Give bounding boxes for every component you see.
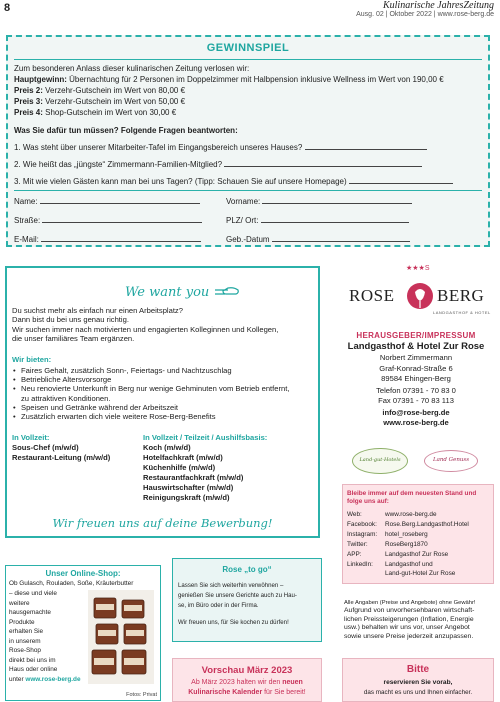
gewinnspiel-intro: Zum besonderen Anlass dieser kulinarischen Zeitung verlosen wir: — [14, 64, 250, 73]
togo-text: Lassen Sie sich weiterhin verwöhnen – genießen Sie unsere Gerichte auch zu Hau- se, im Büro oder in der Firma. Wir freuen uns, für Sie kochen zu dürfen! — [178, 582, 297, 626]
social-row: Facebook: Rose.Berg.Landgasthof.Hotel — [347, 521, 469, 528]
imprint-company: Landgasthof & Hotel Zur Rose — [347, 340, 485, 352]
job-position: Koch (m/w/d) — [143, 443, 191, 452]
rose-emblem-icon — [406, 282, 434, 312]
divider — [14, 59, 482, 60]
social-heading: Bleibe immer auf dem neuesten Stand und folge uns auf: — [347, 490, 477, 505]
shop-heading: Unser Online-Shop: — [45, 569, 121, 578]
vorschau-heading: Vorschau März 2023 — [201, 665, 293, 676]
land-genuss-badge: Land Genuss — [424, 450, 478, 472]
job-ad-box — [5, 266, 320, 538]
list-item: • Speisen und Getränke während der Arbeitszeit — [12, 403, 292, 412]
fulltime-heading: In Vollzeit: — [12, 433, 50, 442]
divider — [14, 190, 482, 191]
imprint-email: info@rose-berg.de — [382, 408, 450, 417]
social-row: LinkedIn: Landgasthof und — [347, 561, 433, 568]
question-3: 3. Mit wie vielen Gästen kann man bei uns Tagen? (Tipp: Schauen Sie auf unsere Homepage) — [14, 175, 453, 188]
social-row: Instagram: hotel_roseberg — [347, 531, 428, 538]
form-email[interactable]: E-Mail: — [14, 233, 201, 246]
vorschau-box: Vorschau März 2023 Ab März 2023 halten wir den neuen Kulinarische Kalender für Sie bereit! — [172, 658, 322, 702]
offer-heading: Wir bieten: — [12, 355, 52, 364]
shop-text: – diese und viele weitere hausgemachte Produkte erhalten Sie in unserem Rose-Shop direkt bei uns im Haus oder online unter www.rose-berg.de — [9, 590, 81, 683]
prize-2: Preis 2: Verzehr-Gutschein im Wert von 80,00 € — [14, 86, 186, 95]
issue-line: Ausg. 02 | Oktober 2022 | www.rose-berg.de — [356, 11, 494, 18]
job-position: Reinigungskraft (m/w/d) — [143, 493, 230, 502]
question-heading: Was Sie dafür tun müssen? Folgende Fragen beantworten: — [14, 126, 238, 135]
job-position: Restaurant-Leitung (m/w/d) — [12, 453, 111, 462]
price-disclaimer: Alle Angaben (Preise und Angebote) ohne Gewähr! Aufgrund von unvorhersehbaren wirtschaft- lichen Preissteigerungen (Inflation, Energie usw.) behalten wir uns vor, unser Angebot sowie unsere Preise jederzeit anzupassen. — [344, 600, 476, 640]
page-number: 8 — [4, 2, 11, 14]
pointing-hand-icon — [214, 285, 240, 299]
online-shop-box: Unser Online-Shop: Ob Gulasch, Rouladen, Soße, Kräuterbutter – diese und viele weitere hausgemachte Produkte erhalten Sie in unserem Rose-Shop direkt bei uns im Haus oder online unter www.rose-berg.de Fotos: Privat — [5, 565, 161, 701]
list-item: • Faires Gehalt, zusätzlich Sonn-, Feiertags- und Nachtzuschlag — [12, 366, 292, 375]
prize-4: Preis 4: Shop-Gutschein im Wert von 30,00 € — [14, 108, 177, 117]
job-position: Küchenhilfe (m/w/d) — [143, 463, 216, 472]
social-row: APP: Landgasthof Zur Rose — [347, 551, 449, 558]
gewinnspiel-box — [6, 35, 490, 247]
hotel-stars: ★★★S — [406, 265, 430, 272]
form-geburtsdatum[interactable]: Geb.-Datum — [226, 233, 410, 246]
question-2: 2. Wie heißt das „jüngste“ Zimmermann-Familien-Mitglied? — [14, 158, 422, 171]
prize-1: Hauptgewinn: Übernachtung für 2 Personen im Doppelzimmer mit Halbpension inklusive Wellness im Wert von 190,00 € — [14, 75, 444, 84]
form-plz-ort[interactable]: PLZ/ Ort: — [226, 214, 409, 227]
newspaper-title: Kulinarische JahresZeitung — [382, 0, 494, 11]
imprint-heading: HERAUSGEBER/IMPRESSUM — [356, 331, 476, 340]
product-jars-photo — [88, 590, 154, 684]
job-intro: Du suchst mehr als einfach nur einen Arbeitsplatz? Dann bist du bei uns genau richtig. Wir suchen immer nach motivierten und engagierten Kolleginnen und Kollegen, die unser familiäres Team ergänzen. — [12, 306, 279, 344]
prize-3: Preis 3: Verzehr-Gutschein im Wert von 50,00 € — [14, 97, 186, 106]
offer-list — [12, 366, 292, 421]
togo-heading: Rose „to go“ — [222, 565, 272, 574]
photo-credit: Fotos: Privat — [126, 692, 157, 698]
form-strasse[interactable]: Straße: — [14, 214, 202, 227]
question-1: 1. Was steht über unserer Mitarbeiter-Tafel im Eingangsbereich unseres Hauses? — [14, 141, 427, 154]
parttime-heading: In Vollzeit / Teilzeit / Aushilfsbasis: — [143, 433, 268, 442]
rose-to-go-box — [172, 558, 322, 642]
job-heading: We want you — [125, 285, 210, 300]
job-position: Restaurantfachkraft (m/w/d) — [143, 473, 244, 482]
social-row: Web: www.rose-berg.de — [347, 511, 437, 518]
job-position: Sous-Chef (m/w/d) — [12, 443, 79, 452]
list-item: • Betriebliche Altersvorsorge — [12, 375, 292, 384]
form-name[interactable]: Name: — [14, 195, 200, 208]
list-item: • Zusätzlich erwarten dich viele weitere Rose-Berg-Benefits — [12, 412, 292, 421]
bitte-heading: Bitte — [406, 664, 430, 675]
gewinnspiel-title: GEWINNSPIEL — [206, 42, 290, 54]
social-media-box — [342, 484, 494, 584]
social-row: Twitter: RoseBerg1870 — [347, 541, 428, 548]
job-position: Hauswirtschafter (m/w/d) — [143, 483, 234, 492]
shop-link[interactable]: www.rose-berg.de — [25, 675, 81, 683]
list-item: • Neu renovierte Unterkunft in Berg nur wenige Gehminuten vom Betrieb entfernt, zu attraktiven Konditionen. — [12, 384, 292, 402]
bitte-box: Bitte reservieren Sie vorab, das macht es uns und Ihnen einfacher. — [342, 658, 494, 702]
job-closing: Wir freuen uns auf deine Bewerbung! — [52, 516, 273, 530]
land-gut-hotels-badge: Land-gut-Hotels — [352, 448, 408, 474]
social-row: Land-gut-Hotel Zur Rose — [385, 570, 456, 577]
form-vorname[interactable]: Vorname: — [226, 195, 412, 208]
imprint: HERAUSGEBER/IMPRESSUM Landgasthof & Hotel Zur Rose Norbert Zimmermann Graf-Konrad-Straße 6 89584 Ehingen-Berg Telefon 07391 - 70 83 0 Fax 07391 - 70 83 113 info@rose-berg.de www.rose-berg.de — [336, 331, 496, 427]
job-position: Hotelfachkraft (m/w/d) — [143, 453, 223, 462]
imprint-website: www.rose-berg.de — [383, 417, 449, 427]
rose-berg-logo: ROSE BERG LANDGASTHOF & HOTEL — [345, 282, 495, 318]
